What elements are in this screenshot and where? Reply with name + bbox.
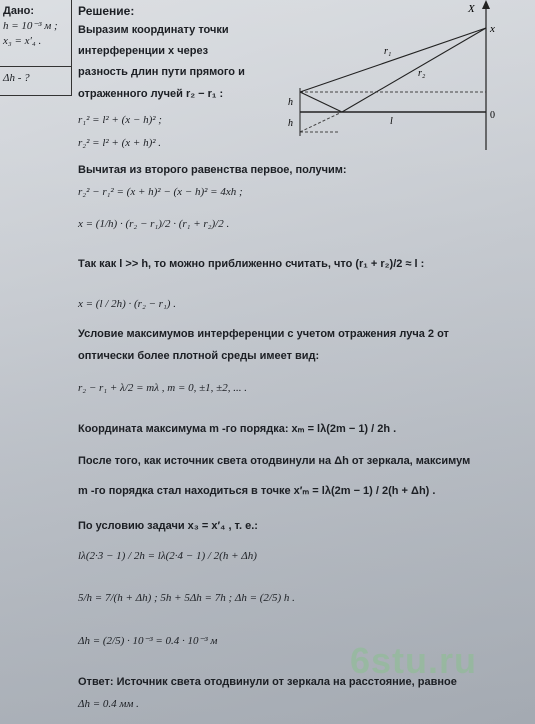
formula: x = (l / 2h) · (r₂ − r₁) . bbox=[78, 298, 176, 310]
given-block bbox=[0, 0, 72, 96]
answer-value: Δh = 0.4 мм . bbox=[78, 698, 139, 710]
r2-label: r₂ bbox=[418, 68, 426, 79]
given-x: x₃ = x′₄ . bbox=[3, 35, 42, 47]
formula: Δh = (2/5) · 10⁻³ = 0.4 · 10⁻³ м bbox=[78, 635, 218, 647]
formula: r₂² = l² + (x + h)² . bbox=[78, 137, 162, 149]
watermark: 6stu.ru bbox=[350, 640, 478, 681]
text-line: Выразим координату точки bbox=[78, 24, 229, 36]
interference-diagram bbox=[280, 0, 535, 160]
x-axis-arrow-icon bbox=[482, 0, 490, 9]
origin-label: 0 bbox=[490, 110, 495, 121]
axis-label: X bbox=[468, 3, 475, 15]
h-upper-label: h bbox=[288, 97, 293, 108]
text-line: После того, как источник света отодвинули на Δh от зеркала, максимум bbox=[78, 455, 471, 467]
image-ray bbox=[300, 112, 342, 132]
text-line: Так как l >> h, то можно приближенно считать, что (r₁ + r₂)/2 ≈ l : bbox=[78, 258, 425, 270]
text-line: m -го порядка стал находиться в точке x′ₘ = lλ(2m − 1) / 2(h + Δh) . bbox=[78, 485, 436, 497]
formula: 5/h = 7/(h + Δh) ; 5h + 5Δh = 7h ; Δh = (2/5) h . bbox=[78, 592, 295, 604]
ray-2-incident bbox=[300, 92, 342, 112]
formula: r₁² = l² + (x − h)² ; bbox=[78, 114, 162, 126]
text-line: интерференции x через bbox=[78, 45, 209, 57]
x-point-label: x bbox=[490, 23, 495, 35]
text-line: Координата максимума m -го порядка: xₘ = lλ(2m − 1) / 2h . bbox=[78, 423, 397, 435]
text-line: Условие максимумов интерференции с учетом отражения луча 2 от bbox=[78, 328, 449, 340]
text-line: отраженного лучей r₂ − r₁ : bbox=[78, 88, 224, 100]
h-lower-label: h bbox=[288, 118, 293, 129]
given-header: Дано: bbox=[3, 5, 34, 17]
formula: x = (1/h) · (r₂ − r₁)/2 · (r₁ + r₂)/2 . bbox=[78, 218, 230, 230]
l-label: l bbox=[390, 116, 393, 127]
formula: r₂ − r₁ + λ/2 = mλ , m = 0, ±1, ±2, ... . bbox=[78, 382, 247, 394]
formula: lλ(2·3 − 1) / 2h = lλ(2·4 − 1) / 2(h + Δh) bbox=[78, 550, 257, 562]
answer-line: Ответ: Источник света отодвинули от зеркала на расстояние, равное bbox=[78, 676, 457, 688]
text-line: По условию задачи x₃ = x′₄ , т. е.: bbox=[78, 520, 258, 532]
solution-header: Решение: bbox=[78, 4, 135, 18]
given-divider bbox=[0, 66, 72, 67]
text-line: разность длин пути прямого и bbox=[78, 66, 245, 78]
r1-label: r₁ bbox=[384, 46, 392, 57]
text-line: оптически более плотной среды имеет вид: bbox=[78, 350, 320, 362]
text-line: Вычитая из второго равенства первое, получим: bbox=[78, 164, 347, 176]
given-find: Δh - ? bbox=[3, 72, 30, 84]
formula: r₂² − r₁² = (x + h)² − (x − h)² = 4xh ; bbox=[78, 186, 243, 198]
given-h: h = 10⁻³ м ; bbox=[3, 20, 58, 32]
